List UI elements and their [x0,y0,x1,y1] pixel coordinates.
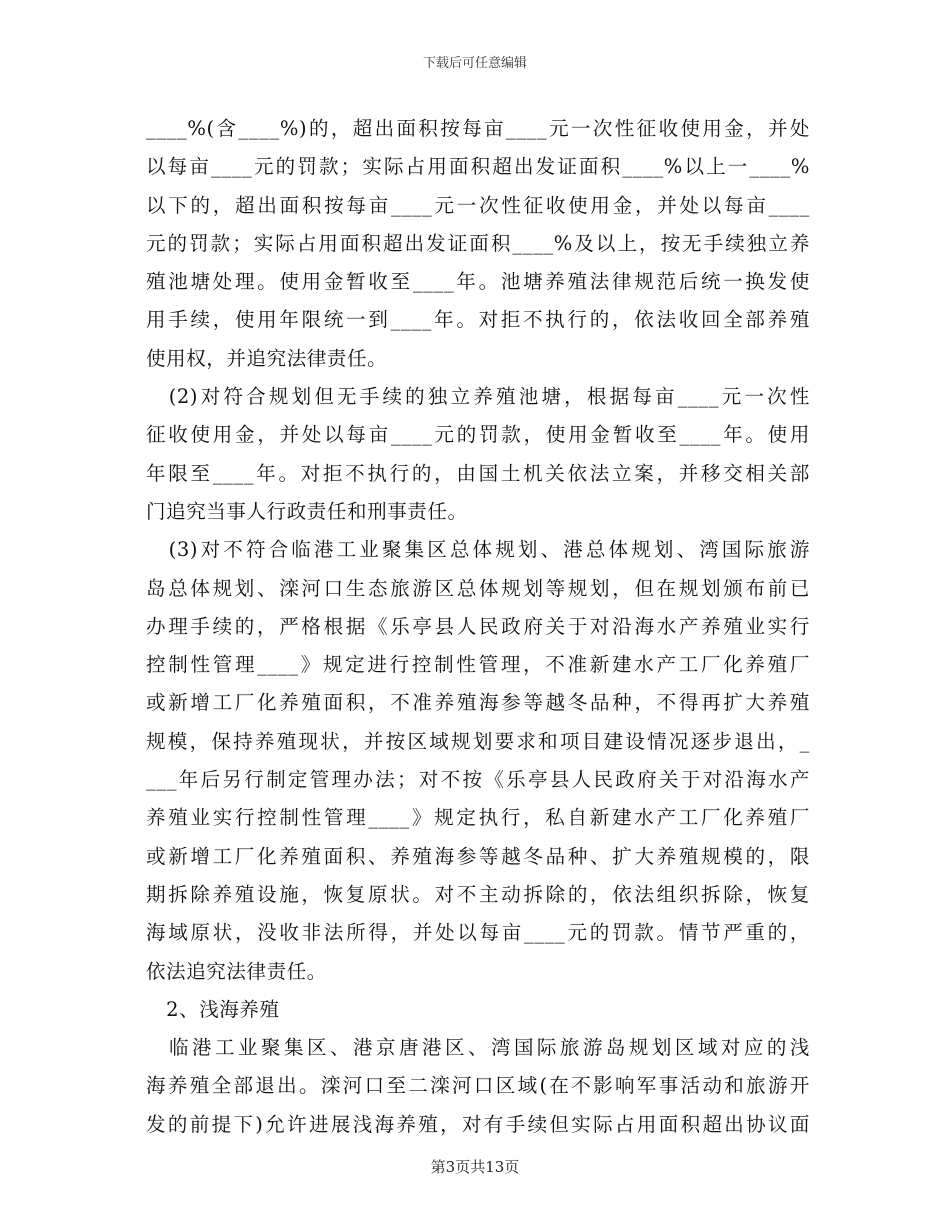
text-line: 办理手续的，严格根据《乐亭县人民政府关于对沿海水产养殖业实行 [146,614,810,638]
text-line: 门追究当事人行政责任和刑事责任。 [146,499,468,523]
text-line: 用手续，使用年限统一到____年。对拒不执行的，依法收回全部养殖 [146,308,810,332]
text-line: 或新增工厂化养殖面积，不准养殖海参等越冬品种，不得再扩大养殖 [146,691,810,715]
page-number: 第3页共13页 [430,1158,520,1176]
text-line: 以每亩____元的罚款；实际占用面积超出发证面积____%以上一____% [146,155,810,179]
text-line: 发的前提下)允许进展浅海养殖，对有手续但实际占用面积超出协议面 [146,1112,810,1136]
text-line: (2)对符合规划但无手续的独立养殖池塘，根据每亩____元一次性 [146,385,810,409]
text-line: 海养殖全部退出。滦河口至二滦河口区域(在不影响军事活动和旅游开 [146,1074,810,1098]
text-line: 或新增工厂化养殖面积、养殖海参等越冬品种、扩大养殖规模的，限 [146,844,810,868]
text-line: 控制性管理____》规定进行控制性管理，不准新建水产工厂化养殖厂 [146,653,810,677]
text-line: (3)对不符合临港工业聚集区总体规划、港总体规划、湾国际旅游 [146,538,810,562]
page-header: 下载后可任意编辑 [422,56,527,71]
text-line: 岛总体规划、滦河口生态旅游区总体规划等规划，但在规划颁布前已 [146,576,810,600]
text-line: 依法追究法律责任。 [146,959,327,983]
text-line: 元的罚款；实际占用面积超出发证面积____%及以上，按无手续独立养 [146,231,810,255]
text-line: 殖池塘处理。使用金暂收至____年。池塘养殖法律规范后统一换发使 [146,270,810,294]
text-line: 养殖业实行控制性管理____》规定执行，私自新建水产工厂化养殖厂 [146,806,810,830]
text-line: ___年后另行制定管理办法；对不按《乐亭县人民政府关于对沿海水产 [146,768,810,792]
text-line: 规模，保持养殖现状，并按区域规划要求和项目建设情况逐步退出，_ [146,729,810,753]
text-line: 征收使用金，并处以每亩____元的罚款，使用金暂收至____年。使用 [146,423,810,447]
text-line: ____%(含____%)的，超出面积按每亩____元一次性征收使用金，并处 [146,117,810,140]
text-line: 年限至____年。对拒不执行的，由国土机关依法立案，并移交相关部 [146,461,810,485]
text-line: 使用权，并追究法律责任。 [146,346,388,370]
text-line: 临港工业聚集区、港京唐港区、湾国际旅游岛规划区域对应的浅 [146,1036,810,1060]
document-body [146,110,810,1144]
section-heading: 2、浅海养殖 [146,997,280,1021]
text-line: 以下的，超出面积按每亩____元一次性征收使用金，并处以每亩____ [146,193,810,217]
text-line: 海域原状，没收非法所得，并处以每亩____元的罚款。情节严重的， [146,921,810,945]
text-line: 期拆除养殖设施，恢复原状。对不主动拆除的，依法组织拆除，恢复 [146,882,810,906]
